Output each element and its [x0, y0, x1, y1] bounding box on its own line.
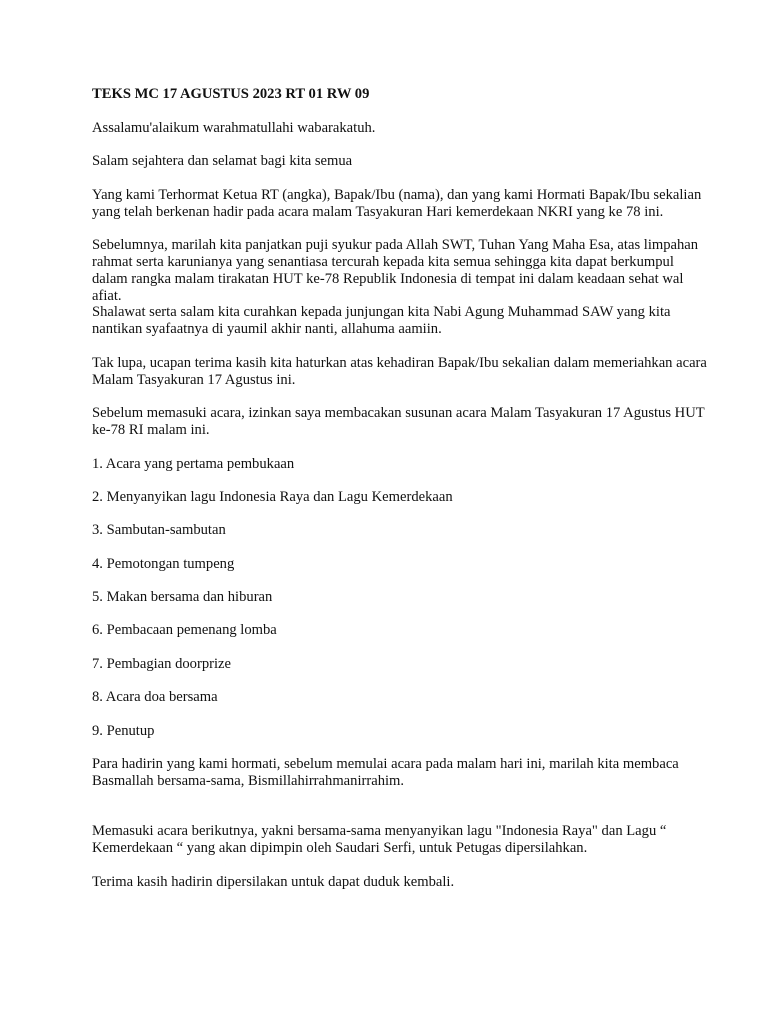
document-title: TEKS MC 17 AGUSTUS 2023 RT 01 RW 09 [92, 86, 370, 102]
basmallah-paragraph: Para hadirin yang kami hormati, sebelum memulai acara pada malam hari ini, marilah kita membaca Basmallah bersama-sama, Bismillahirrahmanirrahim. [92, 756, 679, 789]
agenda-item: 6. Pembacaan pemenang lomba [92, 622, 277, 639]
salam-paragraph: Salam sejahtera dan selamat bagi kita semua [92, 153, 353, 170]
document-page [92, 86, 712, 890]
agenda-item: 4. Pemotongan tumpeng [92, 555, 235, 572]
agenda-intro-paragraph: Sebelum memasuki acara, izinkan saya membacakan susunan acara Malam Tasyakuran 17 Agustus HUT ke-78 RI malam ini. [92, 405, 705, 438]
agenda-item: 8. Acara doa bersama [92, 689, 218, 706]
agenda-item: 1. Acara yang pertama pembukaan [92, 455, 295, 472]
agenda-item: 2. Menyanyikan lagu Indonesia Raya dan Lagu Kemerdekaan [92, 488, 453, 505]
greeting-paragraph: Assalamu'alaikum warahmatullahi wabarakatuh. [92, 119, 376, 136]
agenda-item: 3. Sambutan-sambutan [92, 522, 226, 539]
shalawat-paragraph: Shalawat serta salam kita curahkan kepada junjungan kita Nabi Agung Muhammad SAW yang kita nantikan syafaatnya di yaumil akhir nanti, allahuma aamiin. [92, 304, 671, 338]
gratitude-paragraph: Sebelumnya, marilah kita panjatkan puji syukur pada Allah SWT, Tuhan Yang Maha Esa, atas limpahan rahmat serta karunianya yang senantiasa tercurah kepada kita semua sehingga kita dapat berkumpul dalam rangka malam tirakatan HUT ke-78 Republik Indonesia di tempat ini dalam keadaan sehat wal afiat. [92, 237, 699, 304]
closing-paragraph: Terima kasih hadirin dipersilakan untuk dapat duduk kembali. [92, 873, 455, 890]
respect-paragraph: Yang kami Terhormat Ketua RT (angka), Bapak/Ibu (nama), dan yang kami Hormati Bapak/Ibu sekalian yang telah berkenan hadir pada acara malam Tasyakuran Hari kemerdekaan NKRI yang ke 78 ini. [92, 186, 702, 220]
agenda-list [92, 456, 712, 740]
agenda-item: 5. Makan bersama dan hiburan [92, 589, 273, 606]
agenda-item: 7. Pembagian doorprize [92, 655, 232, 672]
thanks-paragraph: Tak lupa, ucapan terima kasih kita haturkan atas kehadiran Bapak/Ibu sekalian dalam memeriahkan acara Malam Tasyakuran 17 Agustus ini. [92, 354, 707, 388]
agenda-item: 9. Penutup [92, 722, 155, 739]
next-event-paragraph: Memasuki acara berikutnya, yakni bersama-sama menyanyikan lagu "Indonesia Raya" dan Lagu “ Kemerdekaan “ yang akan dipimpin oleh Saudari Serfi, untuk Petugas dipersilahkan. [92, 823, 667, 857]
